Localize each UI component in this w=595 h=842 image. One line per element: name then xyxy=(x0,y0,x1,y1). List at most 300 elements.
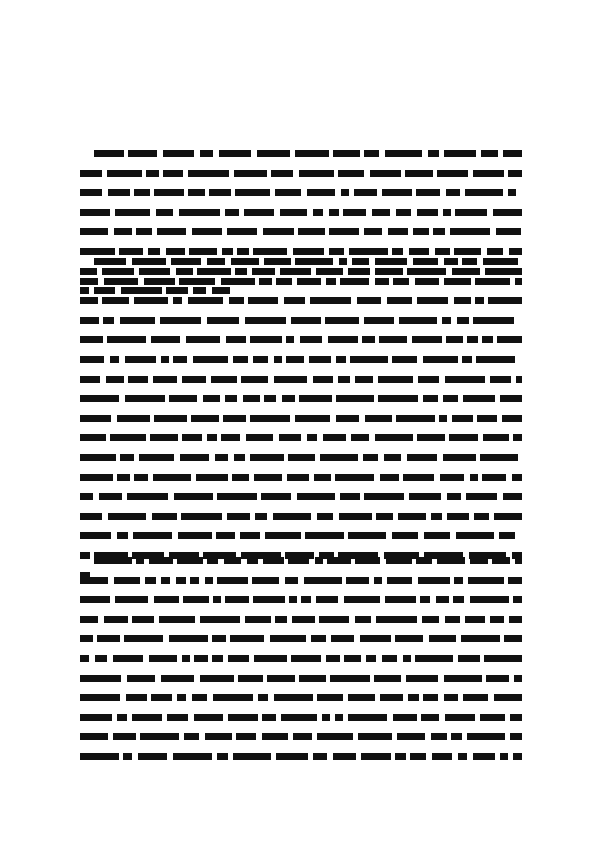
text-word xyxy=(102,268,134,275)
text-word xyxy=(80,434,106,441)
text-word xyxy=(436,596,449,603)
text-word xyxy=(171,258,201,265)
text-word xyxy=(225,209,239,216)
text-word xyxy=(314,474,331,481)
text-word xyxy=(403,474,434,481)
text-word xyxy=(265,532,301,539)
text-line xyxy=(80,714,522,721)
text-word xyxy=(257,150,290,157)
text-word xyxy=(169,635,208,642)
text-word xyxy=(221,278,255,285)
text-word xyxy=(250,336,282,343)
text-word xyxy=(375,434,413,441)
text-word xyxy=(152,513,177,520)
text-word xyxy=(134,474,148,481)
text-line xyxy=(80,317,522,324)
text-word xyxy=(230,635,264,642)
text-word xyxy=(387,577,412,584)
text-word xyxy=(255,513,267,520)
text-word xyxy=(203,395,220,402)
text-word xyxy=(184,733,199,740)
text-word xyxy=(120,454,134,461)
text-word xyxy=(207,317,239,324)
text-word xyxy=(406,675,438,682)
text-word xyxy=(305,532,344,539)
text-word xyxy=(370,170,401,177)
text-word xyxy=(271,170,293,177)
text-word xyxy=(317,694,343,701)
text-word xyxy=(284,297,305,304)
text-word xyxy=(476,356,515,363)
text-word xyxy=(423,694,438,701)
text-word xyxy=(289,596,297,603)
text-word xyxy=(205,577,213,584)
text-word xyxy=(374,675,401,682)
text-word xyxy=(259,278,272,285)
text-word xyxy=(222,248,233,255)
text-word xyxy=(335,714,343,721)
text-word xyxy=(216,532,235,539)
text-word xyxy=(132,714,162,721)
text-word xyxy=(291,655,321,662)
text-word xyxy=(80,532,111,539)
text-word xyxy=(250,454,284,461)
text-word xyxy=(80,209,110,216)
text-word xyxy=(335,474,374,481)
text-word xyxy=(513,753,522,760)
text-word xyxy=(354,189,377,196)
text-word xyxy=(387,297,412,304)
text-word xyxy=(413,258,438,265)
text-word xyxy=(421,714,439,721)
text-word xyxy=(288,557,309,564)
text-word xyxy=(509,248,522,255)
text-word xyxy=(197,268,231,275)
text-word xyxy=(470,557,488,564)
text-line xyxy=(80,474,522,481)
text-word xyxy=(276,278,292,285)
text-word xyxy=(136,228,152,235)
text-word xyxy=(217,577,248,584)
text-word xyxy=(431,513,442,520)
text-word xyxy=(125,395,165,402)
text-line xyxy=(80,336,522,343)
text-word xyxy=(454,297,471,304)
text-word xyxy=(326,655,340,662)
text-word xyxy=(477,415,497,422)
text-word xyxy=(382,189,412,196)
text-word xyxy=(80,228,108,235)
text-word xyxy=(228,714,258,721)
text-word xyxy=(133,532,172,539)
text-word xyxy=(291,317,321,324)
text-word xyxy=(182,376,206,383)
text-word xyxy=(233,753,271,760)
text-word xyxy=(508,170,522,177)
text-line xyxy=(80,596,522,603)
text-word xyxy=(114,228,132,235)
text-word xyxy=(267,675,295,682)
text-line xyxy=(80,189,522,196)
text-line xyxy=(80,297,522,304)
text-word xyxy=(500,753,508,760)
text-word xyxy=(80,170,102,177)
text-word xyxy=(454,248,481,255)
text-word xyxy=(340,493,360,500)
text-word xyxy=(384,454,401,461)
text-word xyxy=(297,278,321,285)
text-word xyxy=(253,596,285,603)
text-word xyxy=(80,356,104,363)
text-word xyxy=(276,753,308,760)
text-word xyxy=(309,356,331,363)
text-word xyxy=(110,356,119,363)
text-word xyxy=(300,336,322,343)
text-word xyxy=(191,415,219,422)
text-word xyxy=(329,209,339,216)
text-word xyxy=(440,474,464,481)
text-word xyxy=(273,513,311,520)
text-word xyxy=(192,228,222,235)
text-word xyxy=(445,714,475,721)
text-word xyxy=(207,434,217,441)
text-word xyxy=(261,493,291,500)
text-word xyxy=(219,150,251,157)
text-word xyxy=(346,577,369,584)
text-word xyxy=(139,268,170,275)
text-word xyxy=(159,616,195,623)
text-word xyxy=(385,150,422,157)
text-word xyxy=(364,150,379,157)
text-word xyxy=(399,317,437,324)
text-word xyxy=(149,557,173,564)
text-word xyxy=(293,248,324,255)
text-word xyxy=(313,376,333,383)
text-line xyxy=(80,376,522,383)
text-line xyxy=(80,170,522,177)
text-word xyxy=(344,655,361,662)
text-word xyxy=(449,434,478,441)
text-word xyxy=(484,655,522,662)
text-word xyxy=(422,616,439,623)
text-word xyxy=(132,258,166,265)
text-word xyxy=(200,675,234,682)
text-word xyxy=(362,336,375,343)
text-word xyxy=(107,336,146,343)
text-word xyxy=(364,493,404,500)
text-word xyxy=(117,714,127,721)
text-word xyxy=(444,278,471,285)
text-word xyxy=(275,189,301,196)
text-word xyxy=(453,596,464,603)
text-word xyxy=(407,268,446,275)
text-word xyxy=(307,434,317,441)
text-word xyxy=(315,557,323,564)
text-word xyxy=(317,513,333,520)
text-word xyxy=(348,532,386,539)
text-word xyxy=(364,228,382,235)
text-word xyxy=(128,150,157,157)
text-word xyxy=(458,655,480,662)
text-word xyxy=(182,434,202,441)
text-word xyxy=(442,317,451,324)
text-word xyxy=(361,753,391,760)
text-word xyxy=(509,616,522,623)
text-word xyxy=(177,694,186,701)
text-word xyxy=(121,287,162,294)
text-word xyxy=(127,493,168,500)
text-word xyxy=(150,434,178,441)
text-word xyxy=(380,474,399,481)
text-word xyxy=(313,753,327,760)
text-word xyxy=(313,209,323,216)
text-word xyxy=(287,474,309,481)
text-word xyxy=(80,189,102,196)
text-word xyxy=(174,493,213,500)
text-line xyxy=(80,655,522,662)
text-word xyxy=(461,635,500,642)
text-word xyxy=(316,596,338,603)
text-word xyxy=(274,376,307,383)
text-word xyxy=(213,596,221,603)
text-word xyxy=(443,454,476,461)
text-word xyxy=(500,395,522,402)
text-word xyxy=(355,376,373,383)
text-word xyxy=(329,228,359,235)
text-word xyxy=(237,248,249,255)
text-word xyxy=(365,415,392,422)
text-word xyxy=(341,189,349,196)
text-word xyxy=(457,317,469,324)
text-word xyxy=(338,376,350,383)
text-word xyxy=(209,189,231,196)
text-word xyxy=(80,454,116,461)
text-word xyxy=(161,675,194,682)
text-word xyxy=(355,557,380,564)
text-word xyxy=(298,228,325,235)
text-word xyxy=(336,356,346,363)
text-word xyxy=(161,356,169,363)
text-word xyxy=(433,228,445,235)
text-word xyxy=(125,356,156,363)
text-word xyxy=(344,596,380,603)
text-word xyxy=(190,577,199,584)
text-word xyxy=(179,209,220,216)
text-line xyxy=(80,209,522,216)
text-word xyxy=(417,297,448,304)
text-word xyxy=(375,258,407,265)
text-word xyxy=(110,434,146,441)
text-word xyxy=(474,513,489,520)
text-word xyxy=(508,189,516,196)
text-word xyxy=(410,753,426,760)
text-word xyxy=(153,474,191,481)
text-word xyxy=(196,474,228,481)
text-word xyxy=(227,513,250,520)
text-word xyxy=(167,714,188,721)
text-word xyxy=(274,694,313,701)
text-line xyxy=(94,150,522,157)
text-word xyxy=(408,694,419,701)
text-word xyxy=(80,513,102,520)
text-word xyxy=(514,675,522,682)
text-word xyxy=(336,395,374,402)
text-word xyxy=(181,513,222,520)
text-word xyxy=(452,415,473,422)
text-word xyxy=(213,694,253,701)
text-word xyxy=(80,297,98,304)
text-word xyxy=(157,228,186,235)
text-line xyxy=(80,228,522,235)
text-word xyxy=(231,258,259,265)
text-word xyxy=(428,150,439,157)
text-word xyxy=(258,694,268,701)
text-word xyxy=(285,577,298,584)
text-word xyxy=(212,635,226,642)
text-word xyxy=(339,513,372,520)
text-word xyxy=(420,596,430,603)
text-word xyxy=(326,278,336,285)
text-word xyxy=(503,493,522,500)
text-word xyxy=(392,248,403,255)
text-word xyxy=(515,278,522,285)
text-word xyxy=(250,415,290,422)
text-word xyxy=(395,635,423,642)
text-word xyxy=(492,557,510,564)
text-word xyxy=(494,694,522,701)
text-word xyxy=(490,616,504,623)
text-word xyxy=(393,714,417,721)
text-word xyxy=(80,552,90,559)
text-word xyxy=(328,336,358,343)
text-word xyxy=(246,434,273,441)
text-word xyxy=(380,694,403,701)
text-word xyxy=(177,557,203,564)
text-word xyxy=(510,733,522,740)
text-word xyxy=(80,694,120,701)
text-word xyxy=(145,577,156,584)
text-word xyxy=(234,170,267,177)
text-word xyxy=(161,577,170,584)
text-word xyxy=(413,228,429,235)
text-line xyxy=(80,268,522,275)
text-word xyxy=(124,635,163,642)
text-word xyxy=(80,376,100,383)
text-word xyxy=(146,170,159,177)
text-word xyxy=(80,268,97,275)
text-word xyxy=(134,297,168,304)
text-word xyxy=(415,278,439,285)
text-word xyxy=(417,209,438,216)
text-word xyxy=(153,376,177,383)
text-word xyxy=(338,170,364,177)
text-word xyxy=(336,415,359,422)
text-word xyxy=(138,753,167,760)
text-word xyxy=(513,596,522,603)
text-word xyxy=(333,150,360,157)
text-word xyxy=(173,753,212,760)
text-word xyxy=(282,395,295,402)
text-word xyxy=(325,317,359,324)
text-word xyxy=(508,577,522,584)
text-word xyxy=(188,297,223,304)
text-word xyxy=(443,209,451,216)
text-word xyxy=(148,248,160,255)
text-word xyxy=(444,150,476,157)
text-word xyxy=(80,415,111,422)
text-word xyxy=(393,278,409,285)
text-word xyxy=(183,596,209,603)
text-word xyxy=(293,733,312,740)
text-word xyxy=(245,317,286,324)
text-word xyxy=(396,209,411,216)
text-word xyxy=(407,454,437,461)
text-word xyxy=(375,268,403,275)
text-word xyxy=(392,532,418,539)
text-word xyxy=(355,616,371,623)
text-word xyxy=(80,336,103,343)
text-word xyxy=(424,532,450,539)
text-word xyxy=(304,577,342,584)
text-word xyxy=(263,557,284,564)
text-word xyxy=(340,278,369,285)
text-line xyxy=(80,577,522,584)
text-word xyxy=(97,635,120,642)
text-word xyxy=(225,395,237,402)
text-word xyxy=(123,753,132,760)
text-word xyxy=(473,170,504,177)
text-word xyxy=(188,170,229,177)
text-word xyxy=(465,189,503,196)
text-word xyxy=(447,493,461,500)
text-word xyxy=(456,532,494,539)
text-word xyxy=(379,336,407,343)
text-line xyxy=(80,493,522,500)
text-word xyxy=(238,675,263,682)
text-word xyxy=(94,287,115,294)
text-word xyxy=(253,248,287,255)
text-word xyxy=(475,278,510,285)
text-word xyxy=(466,493,497,500)
text-word xyxy=(352,258,369,265)
text-word xyxy=(455,209,487,216)
text-word xyxy=(163,170,183,177)
text-line xyxy=(94,557,522,564)
text-word xyxy=(189,248,217,255)
text-word xyxy=(182,655,190,662)
text-word xyxy=(247,557,258,564)
text-word xyxy=(286,356,304,363)
text-word xyxy=(418,376,439,383)
text-word xyxy=(374,577,382,584)
text-line xyxy=(80,616,522,623)
text-word xyxy=(482,474,506,481)
text-word xyxy=(375,278,389,285)
text-word xyxy=(431,733,447,740)
text-word xyxy=(405,170,433,177)
text-line xyxy=(80,675,522,682)
text-word xyxy=(117,532,128,539)
text-word xyxy=(480,454,518,461)
text-word xyxy=(235,189,270,196)
text-word xyxy=(166,248,185,255)
text-word xyxy=(221,434,240,441)
text-word xyxy=(102,297,129,304)
text-word xyxy=(445,616,460,623)
text-word xyxy=(299,395,332,402)
text-word xyxy=(180,454,209,461)
text-word xyxy=(423,395,438,402)
